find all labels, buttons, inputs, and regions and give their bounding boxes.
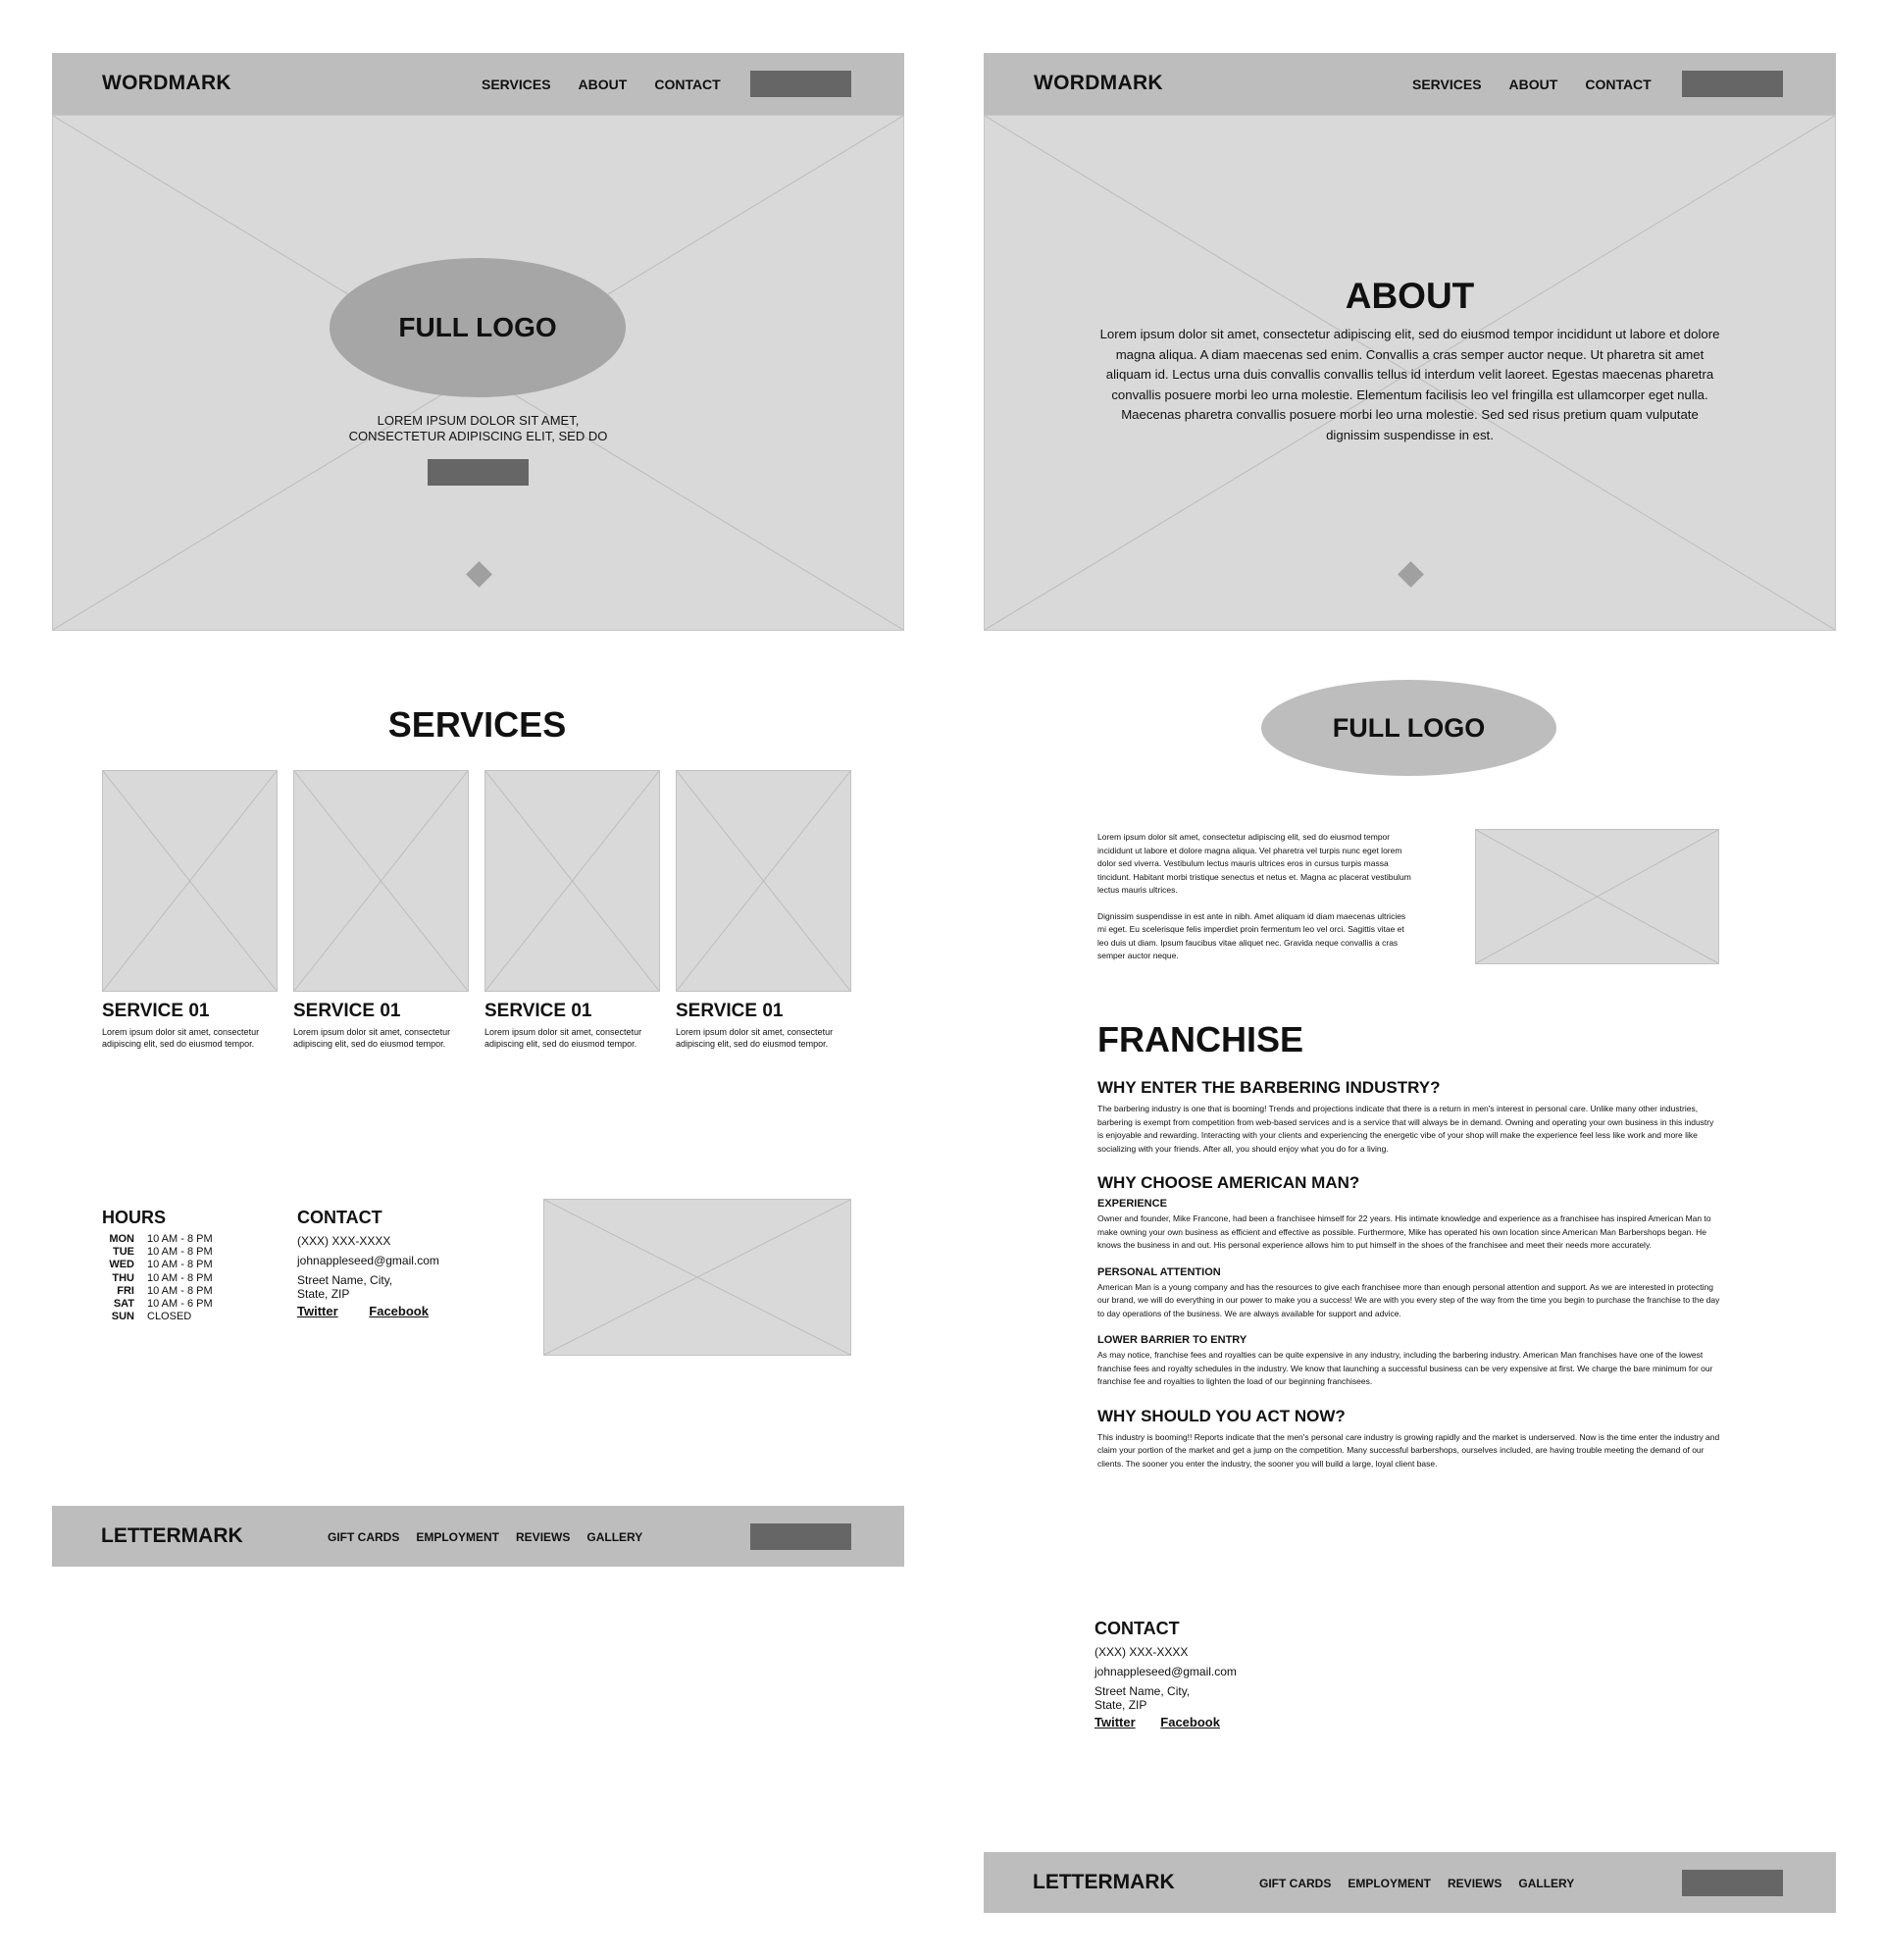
franchise-section: [1097, 1019, 1720, 1470]
contact-heading: CONTACT: [1094, 1619, 1180, 1638]
footer-cta-button[interactable]: [750, 1523, 851, 1550]
subsection-heading: EXPERIENCE: [1097, 1198, 1167, 1210]
question-body: This industry is booming!! Reports indicate that the men's personal care industry is growing rapidly and the market is underserved. Now is the time enter the industry and claim your portion of the market and get a jump on the competition. Many successful barbershops, ourselves included, are having trouble meeting the demand of our clients. The sooner you enter the industry, the sooner you will build a large, loyal client base.: [1097, 1431, 1720, 1469]
service-description: Lorem ipsum dolor sit amet, consectetur adipiscing elit, sed do eiusmod tempor.: [293, 1027, 451, 1049]
twitter-link[interactable]: Twitter: [1094, 1715, 1136, 1729]
service-image-2: [293, 770, 469, 992]
service-card-1: [102, 1001, 279, 1050]
lettermark-logo[interactable]: LETTERMARK: [1033, 1871, 1175, 1893]
service-title: SERVICE 01: [293, 1001, 401, 1021]
nav-link-about[interactable]: ABOUT: [578, 77, 628, 92]
service-description: Lorem ipsum dolor sit amet, consectetur adipiscing elit, sed do eiusmod tempor.: [676, 1027, 834, 1049]
hours-row: SUN CLOSED: [111, 1311, 192, 1323]
service-image-1: [102, 770, 278, 992]
services-heading: SERVICES: [387, 704, 567, 745]
service-image-3: [484, 770, 660, 992]
wordmark-logo[interactable]: WORDMARK: [1034, 72, 1163, 94]
service-card-3: [484, 1001, 661, 1050]
top-nav: [52, 53, 904, 115]
service-title: SERVICE 01: [676, 1001, 784, 1021]
intro-image-placeholder: [1475, 829, 1719, 964]
service-card-2: [293, 1001, 470, 1050]
contact-section: [297, 1208, 493, 1318]
contact-address-line2: State, ZIP: [1094, 1698, 1147, 1712]
intro-paragraph-1: Lorem ipsum dolor sit amet, consectetur adipiscing elit, sed do eiusmod tempor incididunt ut labore et dolore magna aliqua. Vel pharetra vel turpis nunc eget lorem dolor sed viverra. Vestibulum lectus mauris ultrices eros in cursus turpis massa tincidunt. Habitant morbi tristique senectus et netus et. Magna ac placerat vestibulum lectus mauris ultrices.: [1097, 832, 1411, 895]
service-image-4: [676, 770, 851, 992]
hours-heading: HOURS: [102, 1208, 167, 1227]
footer-link-gallery[interactable]: GALLERY: [1518, 1877, 1575, 1890]
footer-link-gift-cards[interactable]: GIFT CARDS: [328, 1530, 400, 1544]
wordmark-logo[interactable]: WORDMARK: [102, 72, 231, 94]
contact-email[interactable]: johnappleseed@gmail.com: [297, 1254, 439, 1267]
contact-address-line2: State, ZIP: [297, 1287, 350, 1301]
nav-link-contact[interactable]: CONTACT: [654, 77, 721, 92]
question-heading: WHY CHOOSE AMERICAN MAN?: [1097, 1173, 1360, 1192]
about-hero-placeholder: [984, 115, 1836, 631]
footer-link-gallery[interactable]: GALLERY: [586, 1530, 643, 1544]
question-body: The barbering industry is one that is booming! Trends and projections indicate that there is a return in men's interest in personal care. Unlike many other industries, barbering is exempt from competition from web-based services and is a service that will always be in demand. Owning and operating your own business in this industry is enjoyable and rewarding. Interacting with your clients and experiencing the energetic vibe of your shop will make the experience feel less like work and more like socializing with your friends. After all, you should enjoy what you do for a living.: [1097, 1104, 1714, 1154]
subsection-body: As may notice, franchise fees and royalties can be quite expensive in any industry, including the barbering industry. American Man franchises have one of the lowest franchise fees and royalty schedules in the industry. We know that launching a successful business can be very expensive at first. We charge the bare minimum for our franchise fee and royalties to lighten the load of our beginning franchisees.: [1097, 1350, 1713, 1386]
nav-cta-button[interactable]: [1682, 71, 1783, 97]
service-card-4: [676, 1001, 852, 1050]
subsection-heading: LOWER BARRIER TO ENTRY: [1097, 1334, 1247, 1346]
service-description: Lorem ipsum dolor sit amet, consectetur adipiscing elit, sed do eiusmod tempor.: [102, 1027, 260, 1049]
footer-link-employment[interactable]: EMPLOYMENT: [1348, 1877, 1432, 1890]
full-logo: FULL LOGO: [1261, 680, 1556, 776]
question-heading: WHY SHOULD YOU ACT NOW?: [1097, 1406, 1346, 1425]
hours-row: MON 10 AM - 8 PM: [109, 1233, 213, 1245]
about-heading: ABOUT: [1345, 276, 1475, 316]
contact-address-line1: Street Name, City,: [297, 1273, 393, 1287]
contact-heading: CONTACT: [297, 1208, 382, 1227]
hero-image-placeholder: [52, 115, 904, 631]
service-title: SERVICE 01: [102, 1001, 210, 1021]
nav-link-services[interactable]: SERVICES: [1412, 77, 1482, 92]
intro-paragraph-2: Dignissim suspendisse in est ante in nibh. Amet aliquam id diam maecenas ultricies mi eget. Eu scelerisque felis imperdiet proin fermentum leo vel orci. Sagittis vitae et leo duis ut diam. Ipsum faucibus vitae aliquet nec. Gravida neque convallis a cras semper auctor neque.: [1097, 910, 1406, 960]
hours-row: TUE 10 AM - 8 PM: [113, 1246, 213, 1259]
twitter-link[interactable]: Twitter: [297, 1304, 338, 1318]
footer-link-reviews[interactable]: REVIEWS: [516, 1530, 571, 1544]
hours-row: SAT 10 AM - 6 PM: [113, 1298, 213, 1311]
footer-link-reviews[interactable]: REVIEWS: [1448, 1877, 1502, 1890]
nav-link-about[interactable]: ABOUT: [1508, 77, 1558, 92]
footer-link-gift-cards[interactable]: GIFT CARDS: [1259, 1877, 1332, 1890]
hero-cta-button[interactable]: [428, 459, 529, 486]
lettermark-logo[interactable]: LETTERMARK: [101, 1524, 243, 1547]
contact-section: [1094, 1619, 1310, 1729]
hours-row: FRI 10 AM - 8 PM: [117, 1284, 213, 1297]
service-title: SERVICE 01: [484, 1001, 592, 1021]
subsection-body: American Man is a young company and has the resources to give each franchisee more than enough personal attention and support. As we are interested in protecting our brand, we will do everything in our power to make you a success! We are with you every step of the way from the time you begin to purchase the franchise to the day to day operations of the business. We are always available for support and advice.: [1097, 1281, 1720, 1318]
hero-tagline: LOREM IPSUM DOLOR SIT AMET, CONSECTETUR ADIPISCING ELIT, SED DO: [348, 413, 608, 443]
nav-cta-button[interactable]: [750, 71, 851, 97]
subsection-heading: PERSONAL ATTENTION: [1097, 1265, 1221, 1278]
hours-section: [102, 1208, 259, 1323]
contact-phone[interactable]: (XXX) XXX-XXXX: [297, 1234, 391, 1248]
subsection-body: Owner and founder, Mike Francone, had been a franchisee himself for 22 years. His intimate knowledge and experience as a franchisee has inspired American Man to make owning your own business as efficient and effective as possible. Furthermore, Mike has operated his own location since American Man Barbershops began. He knows the business in and out. His personal experience allows him to put himself in the shoes of the franchisee and meet their needs more accurately.: [1097, 1213, 1711, 1250]
map-placeholder: [543, 1199, 851, 1356]
facebook-link[interactable]: Facebook: [1160, 1715, 1220, 1729]
about-body: Lorem ipsum dolor sit amet, consectetur adipiscing elit, sed do eiusmod tempor incididunt ut labore et dolore magna aliqua. A diam maecenas sed enim. Convallis a cras semper auctor neque. Ut pharetra sit amet aliquam id. Lectus urna duis convallis convallis tellus id interdum velit laoreet. Egestas maecenas pharetra convallis posuere morbi leo urna molestie. Elementum facilisis leo vel fringilla est ullamcorper eget nulla. Maecenas pharetra convallis posuere morbi leo urna molestie. Sed sed risus pretium quam vulputate dignissim suspendisse in est.: [1099, 327, 1720, 442]
top-nav: [984, 53, 1836, 115]
question-heading: WHY ENTER THE BARBERING INDUSTRY?: [1097, 1078, 1441, 1097]
hours-row: WED 10 AM - 8 PM: [109, 1259, 213, 1271]
contact-phone[interactable]: (XXX) XXX-XXXX: [1094, 1645, 1189, 1659]
nav-link-contact[interactable]: CONTACT: [1585, 77, 1652, 92]
nav-link-services[interactable]: SERVICES: [482, 77, 551, 92]
intro-text: [1097, 831, 1411, 963]
facebook-link[interactable]: Facebook: [369, 1304, 429, 1318]
contact-address-line1: Street Name, City,: [1094, 1684, 1191, 1698]
footer-link-employment[interactable]: EMPLOYMENT: [416, 1530, 500, 1544]
full-logo: FULL LOGO: [330, 258, 626, 397]
service-description: Lorem ipsum dolor sit amet, consectetur adipiscing elit, sed do eiusmod tempor.: [484, 1027, 642, 1049]
contact-email[interactable]: johnappleseed@gmail.com: [1094, 1665, 1237, 1678]
hours-row: THU 10 AM - 8 PM: [112, 1271, 213, 1284]
franchise-heading: FRANCHISE: [1097, 1019, 1304, 1059]
footer-cta-button[interactable]: [1682, 1870, 1783, 1896]
footer: [984, 1852, 1836, 1913]
footer: [52, 1506, 904, 1567]
